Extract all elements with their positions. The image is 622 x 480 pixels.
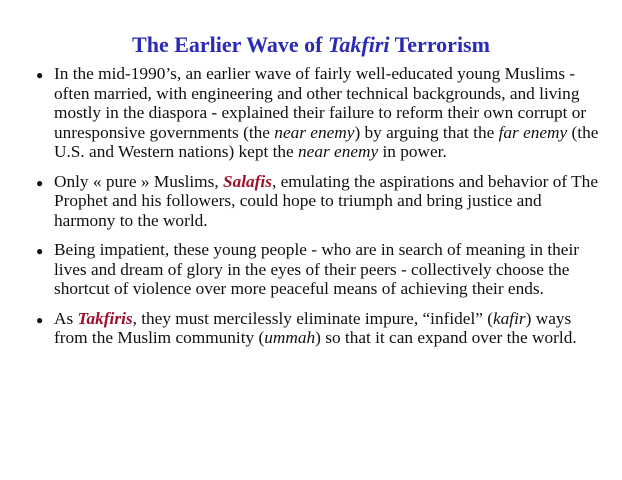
text-run: In the mid-1990’s, an earlier wave of fairly well-educated young Muslims - often married, with engineering and other technical backgrounds, and living mostly in the diaspora - explained their failure to reform their own corrupt or unresponsive governments (the xyxy=(54,64,587,142)
text-run: , they must mercilessly eliminate impure, “infidel” ( xyxy=(132,308,493,328)
bullet-dot-icon: ● xyxy=(36,175,44,190)
bullet-dot-icon: ● xyxy=(36,312,44,327)
bullet-list xyxy=(36,64,606,358)
italic-term: near enemy xyxy=(274,122,355,142)
text-run: , emulating the aspirations and behavior of The Prophet and his followers, could hope to triumph and bring justice and harmony to the world. xyxy=(54,171,598,230)
highlighted-term: Takfiris xyxy=(77,308,133,328)
italic-term: near enemy xyxy=(298,142,379,161)
highlighted-term: Salafis xyxy=(222,171,272,191)
italic-term: far enemy xyxy=(498,122,568,142)
text-run: Being impatient, these young people - who are in search of meaning in their lives and dream of glory in the eyes of their peers - collectively choose the shortcut of violence over more peaceful means of achieving their ends. xyxy=(54,240,580,298)
text-run: Only « pure » Muslims, xyxy=(54,171,223,191)
text-run: in power. xyxy=(378,142,447,161)
text-run: ) ways from the Muslim community ( xyxy=(54,308,572,347)
bullet-item xyxy=(36,172,606,231)
bullet-item xyxy=(36,309,606,348)
text-run: ) so that it can expand over the world. xyxy=(315,328,577,347)
italic-term: kafir xyxy=(493,308,526,328)
title-part-1: The Earlier Wave of xyxy=(132,32,328,57)
text-run: (the U.S. and Western nations) kept the xyxy=(54,122,599,161)
title-part-2: Terrorism xyxy=(389,32,490,57)
title-italic: Takfiri xyxy=(328,32,390,57)
text-run: ) by arguing that the xyxy=(354,122,499,142)
italic-term: ummah xyxy=(264,328,316,347)
slide-title xyxy=(0,31,622,59)
bullet-dot-icon: ● xyxy=(36,244,44,258)
bullet-item xyxy=(36,240,606,299)
bullet-item xyxy=(36,64,606,162)
bullet-dot-icon: ● xyxy=(36,68,44,82)
text-run: As xyxy=(54,308,78,328)
